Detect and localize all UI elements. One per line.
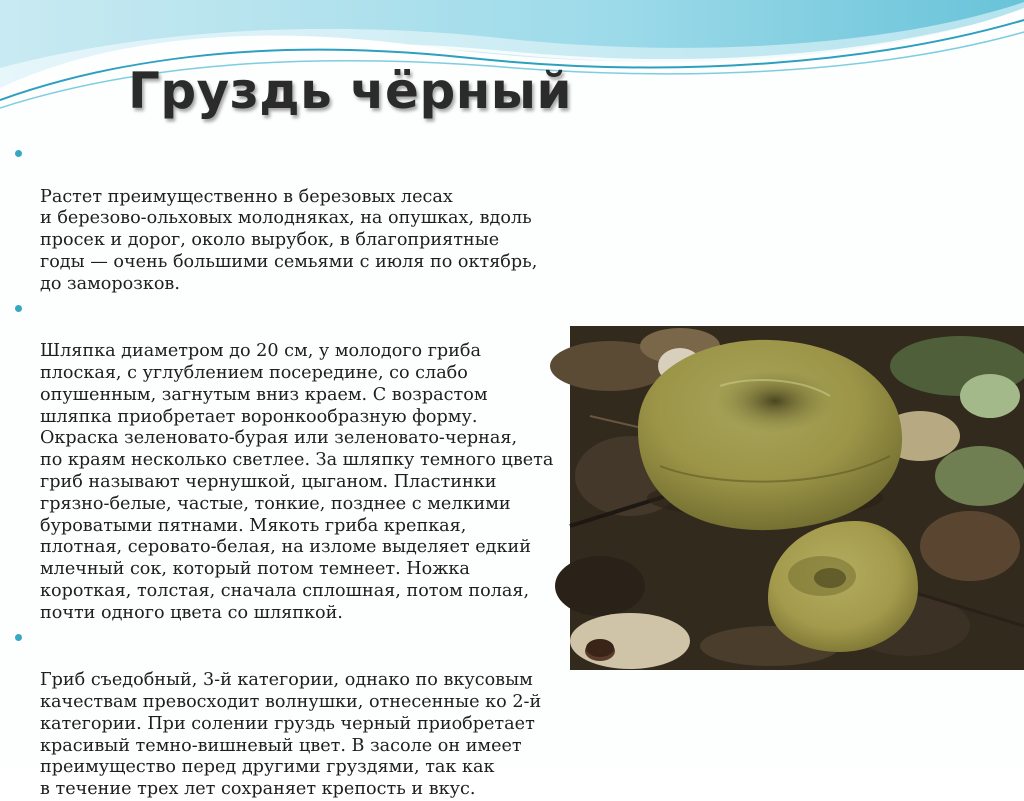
mushroom-photo <box>570 326 1024 670</box>
bullet-text: Растет преимущественно в березовых лесах и березово-ольховых молодняках, на опушках, вдоль просек и дорог, около вырубок, в благоприятные годы — очень большими семьями с июля по октябрь, до заморозков. <box>40 186 538 294</box>
bullet-text: Шляпка диаметром до 20 см, у молодого гриба плоская, с углублением посередине, со слабо опушенным, загнутым вниз краем. С возрастом шляпка приобретает воронкообразную форму. Окраска зеленовато-бурая или зеленовато-черная, по краям несколько светлее. За шляпку темного цвета гриб называют чернушкой, цыганом. Пластинки грязно-белые, частые, тонкие, позднее с мелкими буроватыми пятнами. Мякоть гриба крепкая, плотная, серовато-белая, на изломе выделяет едкий млечный сок, который потом темнеет. Ножка короткая, толстая, сначала сплошная, потом полая, почти одного цвета со шляпкой. <box>40 341 554 623</box>
bullet-dot-icon <box>15 634 22 641</box>
slide-title: Груздь чёрный <box>128 62 573 120</box>
bullet-text: Гриб съедобный, 3-й категории, однако по вкусовым качествам превосходит волнушки, отнесенные ко 2-й категории. При солении груздь черный приобретает красивый темно-вишневый цвет. В засоле он имеет преимущество перед другими груздями, так как в течение трех лет сохраняет крепость и вкус. <box>40 670 542 800</box>
bullet-dot-icon <box>15 305 22 312</box>
bullet-item <box>14 143 582 296</box>
bullet-item <box>14 298 582 625</box>
bullet-item <box>14 627 582 801</box>
bullet-list <box>14 143 582 801</box>
slide-content <box>14 143 582 800</box>
bullet-dot-icon <box>15 150 22 157</box>
